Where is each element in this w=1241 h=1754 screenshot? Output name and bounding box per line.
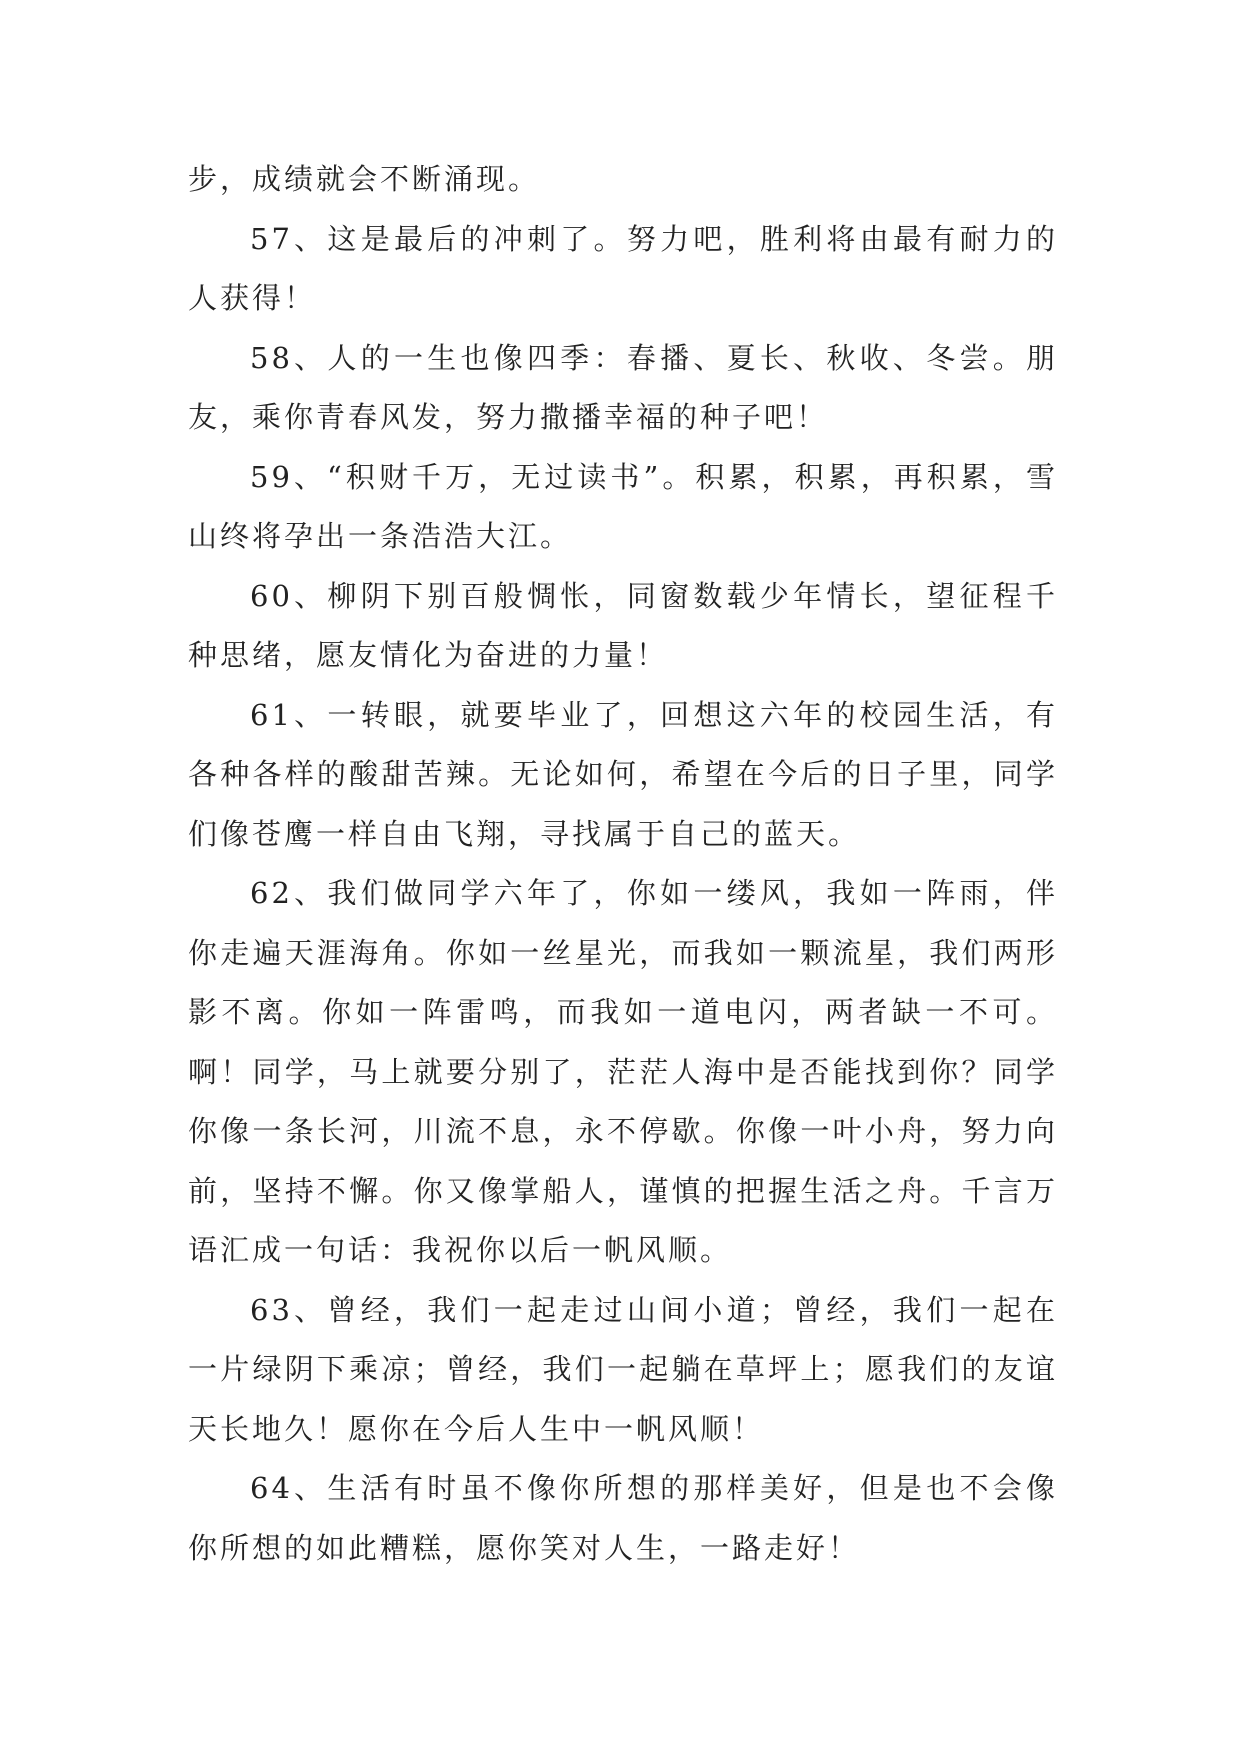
paragraph-62: 62、我们做同学六年了，你如一缕风，我如一阵雨，伴你走遍天涯海角。你如一丝星光，而我如一颗流星，我们两形影不离。你如一阵雷鸣，而我如一道电闪，两者缺一不可。啊！同学，马上就要分别了，茫茫人海中是否能找到你？同学你像一条长河，川流不息，永不停歇。你像一叶小舟，努力向前，坚持不懈。你又像掌船人，谨慎的把握生活之舟。千言万语汇成一句话：我祝你以后一帆风顺。	[188, 876, 1058, 1267]
paragraph-60: 60、柳阴下别百般惆怅，同窗数载少年情长，望征程千种思绪，愿友情化为奋进的力量！	[188, 578, 1058, 672]
paragraph-57: 57、这是最后的冲刺了。努力吧，胜利将由最有耐力的人获得！	[188, 221, 1058, 315]
paragraph-59: 59、“积财千万，无过读书”。积累，积累，再积累，雪山终将孕出一条浩浩大江。	[188, 459, 1058, 553]
paragraph-continued: 步，成绩就会不断涌现。	[188, 162, 541, 196]
paragraph-64: 64、生活有时虽不像你所想的那样美好，但是也不会像你所想的如此糟糕，愿你笑对人生，一路走好！	[188, 1471, 1058, 1565]
paragraph-61: 61、一转眼，就要毕业了，回想这六年的校园生活，有各种各样的酸甜苦辣。无论如何，希望在今后的日子里，同学们像苍鹰一样自由飞翔，寻找属于自己的蓝天。	[188, 697, 1058, 851]
paragraph-58: 58、人的一生也像四季：春播、夏长、秋收、冬尝。朋友，乘你青春风发，努力撒播幸福的种子吧！	[188, 340, 1058, 434]
document-body	[188, 150, 1058, 1578]
paragraph-63: 63、曾经，我们一起走过山间小道；曾经，我们一起在一片绿阴下乘凉；曾经，我们一起躺在草坪上；愿我们的友谊天长地久！愿你在今后人生中一帆风顺！	[188, 1292, 1058, 1446]
